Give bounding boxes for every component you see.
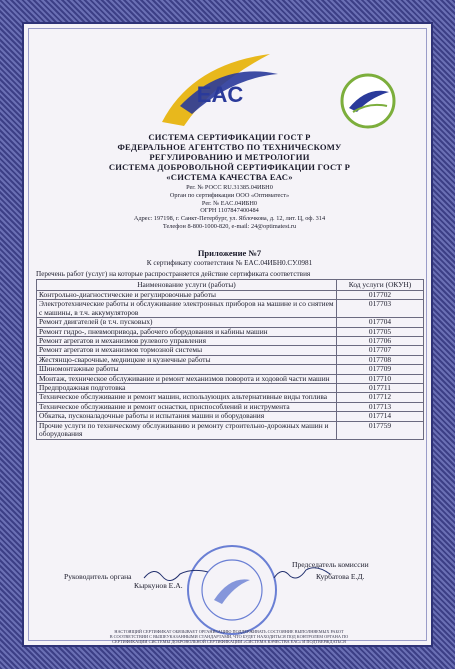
service-name: Техническое обслуживание и ремонт машин, использующих альтернативные виды топлива — [37, 393, 337, 402]
table-header-row — [37, 280, 424, 291]
table-row — [37, 393, 424, 402]
reg-line-3: Рег. № EAC.04ИБН0 — [201, 199, 258, 207]
eac-logo-text: EAC — [196, 82, 244, 107]
service-code: 017704 — [337, 318, 424, 327]
header-line-4: СИСТЕМА ДОБРОВОЛЬНОЙ СЕРТИФИКАЦИИ ГОСТ Р — [108, 162, 351, 172]
reg-line-1: Рег. № РОСС RU.31385.04ИБН0 — [186, 184, 273, 191]
service-name: Ремонт гидро-, пневмопривода, рабочего оборудования и кабины машин — [37, 327, 337, 336]
appendix-title: Приложение №7 — [197, 248, 262, 258]
service-code: 017707 — [337, 346, 424, 355]
footer-line-1: НАСТОЯЩИЙ СЕРТИФИКАТ ОБЯЗЫВАЕТ ОРГАНИЗАЦИЮ ПОДДЕРЖИВАТЬ СОСТОЯНИЕ ВЫПОЛНЯЕМЫХ РАБОТ — [114, 629, 344, 634]
reg-line-5: Адрес: 197198, г. Санкт-Петербург, ул. Яблочкова, д. 12, лит. Ц, оф. 314 — [133, 215, 326, 223]
service-code: 017709 — [337, 365, 424, 374]
service-name: Ремонт агрегатов и механизмов рулевого управления — [37, 337, 337, 346]
chair-signature-label: Председатель комиссии — [292, 560, 369, 569]
table-row — [37, 346, 424, 355]
service-name: Ремонт двигателей (в т.ч. пусковых) — [37, 318, 337, 327]
chair-signature-name: Курбатова Е.Д. — [316, 572, 365, 581]
service-code: 017703 — [337, 300, 424, 318]
appendix-subtitle: К сертификату соответствия № EAC.04ИБН0.СУ.0981 — [146, 259, 313, 267]
registration-info — [24, 184, 433, 231]
certificate-header — [24, 132, 433, 182]
service-name: Жестянщо-сварочные, медницкие и кузнечные работы — [37, 355, 337, 364]
service-name: Шиномонтажные работы — [37, 365, 337, 374]
header-line-5: «СИСТЕМА КАЧЕСТВА ЕАС» — [166, 172, 293, 182]
service-code: 017702 — [337, 291, 424, 300]
services-table — [36, 279, 424, 440]
service-code: 017711 — [337, 384, 424, 393]
header-line-1: СИСТЕМА СЕРТИФИКАЦИИ ГОСТ Р — [148, 132, 311, 142]
service-name: Прочие услуги по техническому обслуживанию и ремонту строительно-дорожных машин и оборудования — [37, 421, 337, 439]
service-name: Электротехнические работы и обслуживание электронных приборов на машине и со снятием с машины, в т.ч. аккумуляторов — [37, 300, 337, 318]
header-service-name: Наименование услуги (работы) — [37, 280, 337, 291]
head-signature-icon — [142, 564, 212, 584]
service-name: Ремонт агрегатов и механизмов тормозной системы — [37, 346, 337, 355]
table-row — [37, 412, 424, 421]
certificate-sheet — [22, 22, 433, 647]
eac-round-logo-icon — [339, 72, 397, 130]
service-code: 017712 — [337, 393, 424, 402]
table-row — [37, 318, 424, 327]
eac-logo-icon — [152, 44, 282, 134]
certification-stamp-icon — [184, 542, 280, 638]
head-signature-name: Кыркунов Е.А. — [134, 581, 183, 590]
table-row — [37, 300, 424, 318]
reg-line-6: Телефон 8-800-1000-820, e-mail: 24@optimatest.ru — [162, 222, 297, 230]
service-code: 017759 — [337, 421, 424, 439]
header-service-code: Код услуги (ОКУН) — [337, 280, 424, 291]
service-name: Монтаж, техническое обслуживание и ремонт механизмов поворота и ходовой части машин — [37, 374, 337, 383]
service-code: 017710 — [337, 374, 424, 383]
table-row — [37, 421, 424, 439]
service-code: 017705 — [337, 327, 424, 336]
footer-line-3: СЕРТИФИКАЦИИ СИСТЕМЫ ДОБРОВОЛЬНОЙ СЕРТИФИКАЦИИ «СИСТЕМА КАЧЕСТВА ЕАС» И ПОДТВЕРЖДАТЬСЯ — [112, 639, 346, 644]
services-list-caption: Перечень работ (услуг) на которые распространяется действие сертификата соответствия — [36, 270, 311, 278]
service-name: Предпродажная подготовка — [37, 384, 337, 393]
service-name: Контрольно-диагностические и регулировочные работы — [37, 291, 337, 300]
service-code: 017706 — [337, 337, 424, 346]
chair-signature-icon — [272, 562, 334, 584]
reg-line-4: ОГРН 1107847400484 — [200, 207, 259, 215]
footer-line-4: ПРИ ПРОХОЖДЕНИИ ЕЖЕГОДНОГО ИНСПЕКЦИОННОГО КОНТРОЛЯ — [159, 644, 299, 647]
service-name: Техническое обслуживание и ремонт оснастки, приспособлений и инструмента — [37, 402, 337, 411]
service-code: 017714 — [337, 412, 424, 421]
head-signature-label: Руководитель органа — [64, 572, 132, 581]
header-line-2: ФЕДЕРАЛЬНОЕ АГЕНТСТВО ПО ТЕХНИЧЕСКОМУ — [117, 142, 342, 152]
footer-line-2: В СООТВЕТСТВИИ С ВЫШЕУКАЗАННЫМИ СТАНДАРТАМИ, ЧТО БУДЕТ НАХОДИТЬСЯ ПОД КОНТРОЛЕМ ОРГАНА ПО — [109, 634, 349, 639]
service-name: Обкатка, пусконаладочные работы и испытания машин и оборудования — [37, 412, 337, 421]
reg-line-2: Орган по сертификации ООО «Оптиматест» — [169, 191, 290, 199]
service-code: 017713 — [337, 402, 424, 411]
table-row — [37, 365, 424, 374]
certificate-footer — [54, 629, 404, 647]
header-line-3: РЕГУЛИРОВАНИЮ И МЕТРОЛОГИИ — [149, 152, 310, 162]
service-code: 017708 — [337, 355, 424, 364]
